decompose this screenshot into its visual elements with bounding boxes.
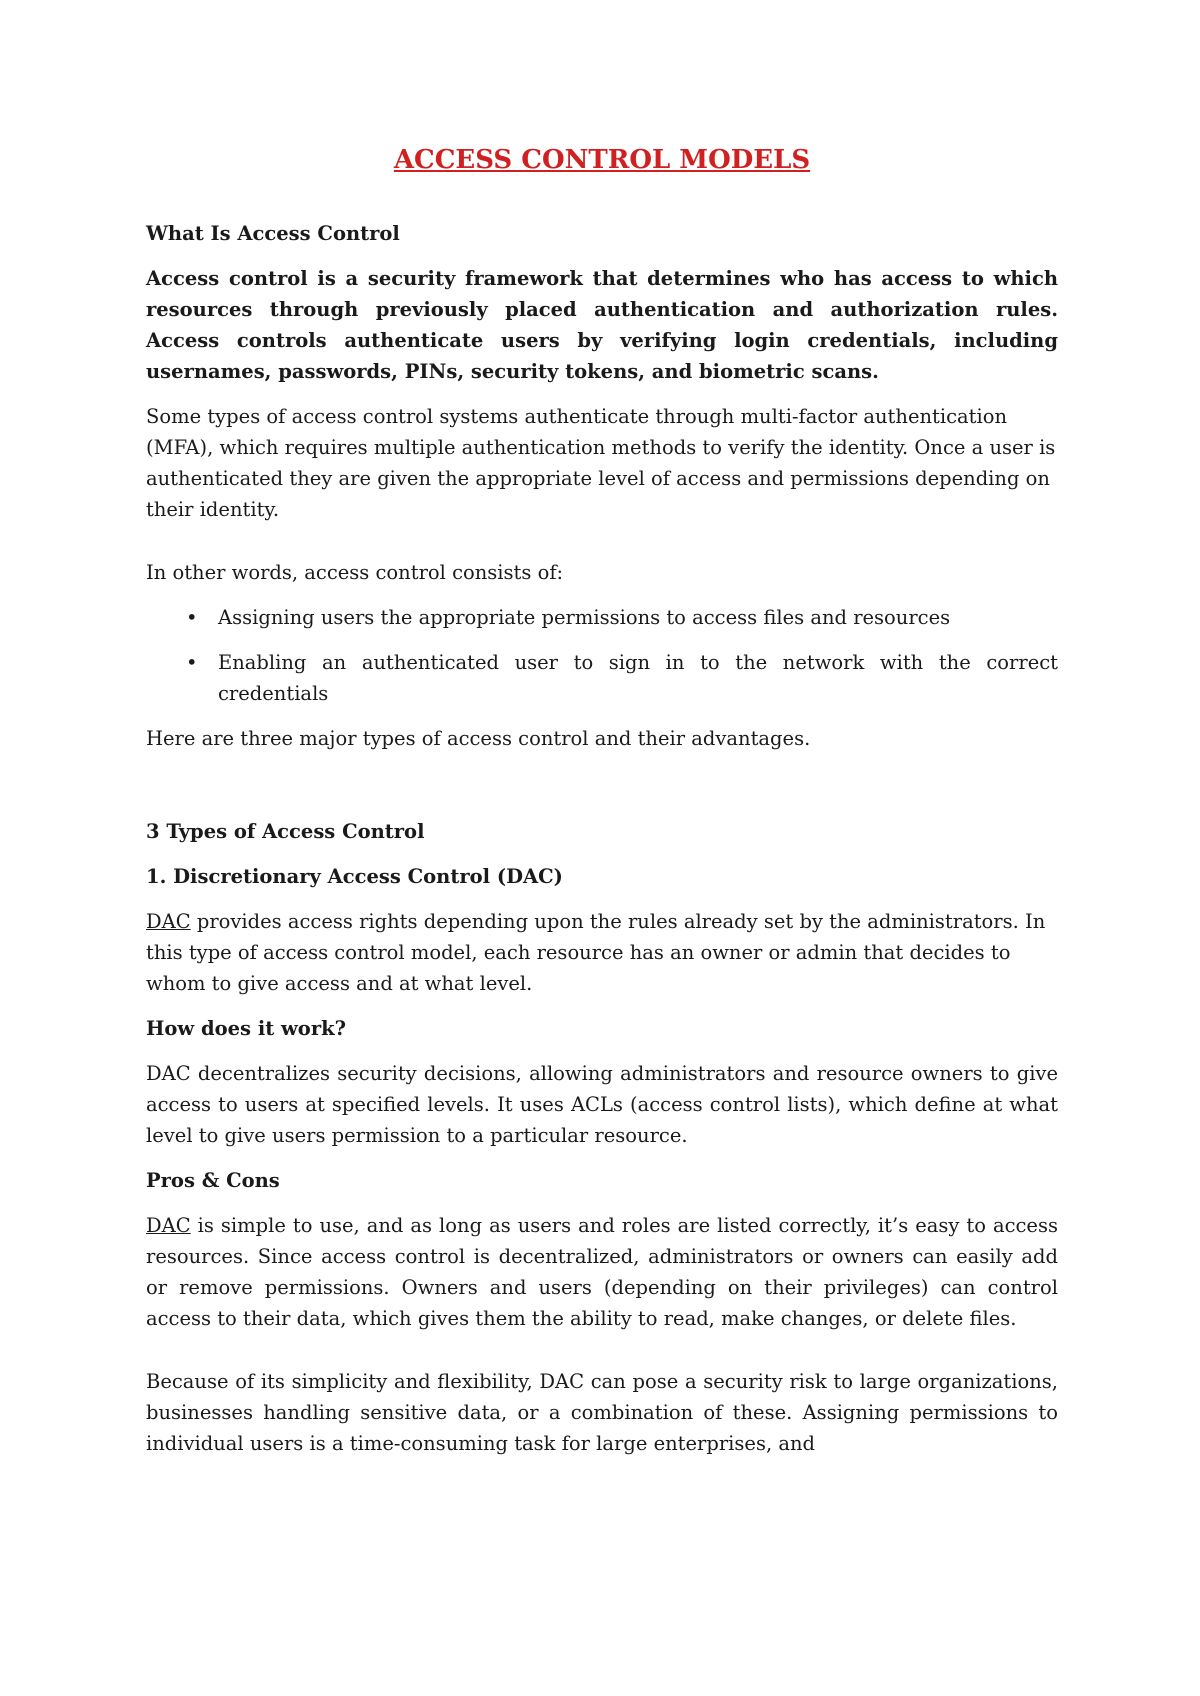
bullet-icon: •	[186, 651, 198, 674]
dac-description	[146, 906, 1058, 999]
dac-term: DAC	[146, 1214, 191, 1237]
list-item-text: Assigning users the appropriate permissions to access files and resources	[218, 606, 951, 629]
dac-description-text: provides access rights depending upon the rules already set by the administrators. In this type of access control model, each resource has an owner or admin that decides to whom to give access and at what level.	[146, 910, 1046, 995]
list-intro: In other words, access control consists of:	[146, 561, 564, 584]
definition-paragraph: Access control is a security framework that determines who has access to which resources through previously placed authentication and authorization rules. Access controls authenticate users by verifying login credentials, including usernames, passwords, PINs, security tokens, and biometric scans.	[146, 267, 1058, 383]
subheading-dac: 1. Discretionary Access Control (DAC)	[146, 865, 563, 888]
mfa-paragraph: Some types of access control systems authenticate through multi-factor authentication (MFA), which requires multiple authentication methods to verify the identity. Once a user is authenticated they are given the appropriate level of access and permissions depending on their identity.	[146, 405, 1056, 521]
how-it-works-text: DAC decentralizes security decisions, allowing administrators and resource owners to give access to users at specified levels. It uses ACLs (access control lists), which define at what level to give users permission to a particular resource.	[146, 1062, 1058, 1147]
document-title: ACCESS CONTROL MODELS	[393, 145, 811, 175]
types-intro-paragraph: Here are three major types of access control and their advantages.	[146, 727, 811, 750]
how-it-works-heading: How does it work?	[146, 1017, 347, 1040]
section-heading-types: 3 Types of Access Control	[146, 820, 425, 843]
pros-text: is simple to use, and as long as users and roles are listed correctly, it’s easy to access resources. Since access control is decentralized, administrators or owners can easily add or remove permissions. Owners and users (depending on their privileges) can control access to their data, which gives them the ability to read, make changes, or delete files.	[146, 1214, 1058, 1330]
bullet-icon: •	[186, 606, 198, 629]
dac-term: DAC	[146, 910, 191, 933]
risk-paragraph: Because of its simplicity and flexibility, DAC can pose a security risk to large organizations, businesses handling sensitive data, or a combination of these. Assigning permissions to individual users is a time-consuming task for large enterprises, and	[146, 1370, 1058, 1455]
bullet-list	[146, 602, 1058, 709]
list-item	[146, 647, 1058, 709]
pros-paragraph	[146, 1210, 1058, 1334]
section-heading-what-is: What Is Access Control	[146, 222, 400, 245]
document-content	[146, 142, 1058, 1473]
list-item	[146, 602, 1058, 633]
list-item-text: Enabling an authenticated user to sign in to the network with the correct credentials	[218, 651, 1058, 705]
pros-cons-heading: Pros & Cons	[146, 1169, 280, 1192]
